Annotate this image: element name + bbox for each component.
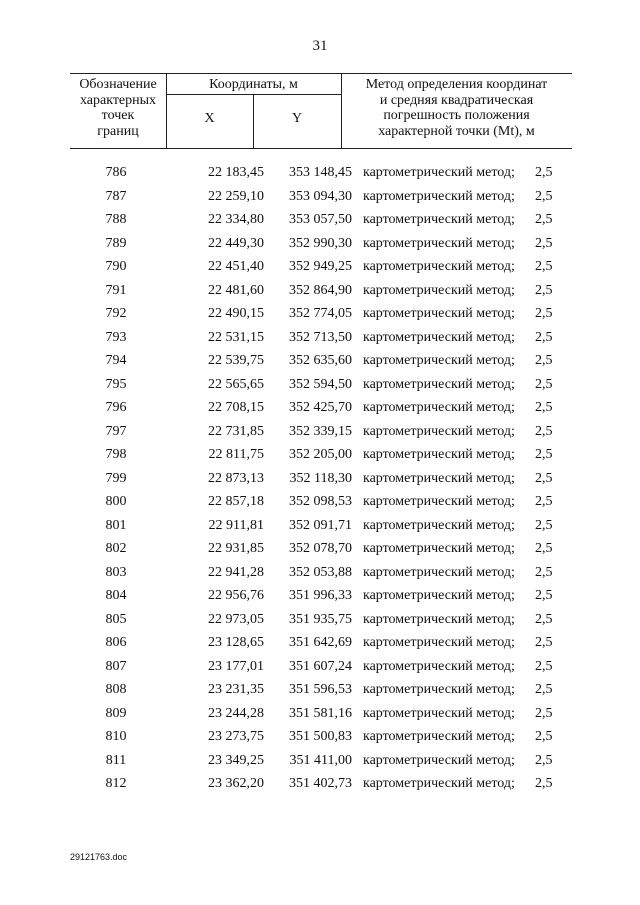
point-number: 788 xyxy=(105,212,127,227)
table-row xyxy=(70,306,572,330)
coord-x: 23 273,75 xyxy=(208,729,264,744)
precision-value: 2,5 xyxy=(535,776,553,791)
method-text: картометрический метод; xyxy=(363,752,515,768)
coord-x: 22 334,80 xyxy=(208,212,264,227)
coord-x: 22 259,10 xyxy=(208,188,264,204)
coord-x: 22 539,75 xyxy=(208,353,264,368)
precision-value: 2,5 xyxy=(535,588,553,603)
coord-y: 352 078,70 xyxy=(289,541,352,556)
table-row xyxy=(70,165,572,189)
coord-y: 352 990,30 xyxy=(289,235,352,251)
method-text: картометрический метод; xyxy=(363,541,515,556)
table-row xyxy=(70,189,572,213)
coord-y: 352 594,50 xyxy=(289,376,352,392)
method-text: картометрический метод; xyxy=(363,611,515,627)
header-method-label: Метод определения координат и средняя квадратическая погрешность положения характерной точки (Mt), м xyxy=(365,77,548,139)
point-number: 803 xyxy=(105,564,127,580)
header-x-label: X xyxy=(204,111,215,126)
method-text: картометрический метод; xyxy=(363,635,515,650)
coord-x: 22 973,05 xyxy=(208,611,264,627)
table-row xyxy=(70,377,572,401)
precision-value: 2,5 xyxy=(535,212,553,227)
point-number: 811 xyxy=(105,752,127,768)
table-row xyxy=(70,729,572,753)
coord-x: 22 941,28 xyxy=(208,564,264,580)
method-text: картометрический метод; xyxy=(363,306,515,321)
coord-y: 352 053,88 xyxy=(289,564,352,580)
method-text: картометрический метод; xyxy=(363,447,515,462)
coord-y: 351 581,16 xyxy=(289,705,352,721)
point-number: 793 xyxy=(105,329,127,345)
method-text: картометрический метод; xyxy=(363,400,515,415)
point-number: 800 xyxy=(105,494,127,509)
coord-y: 352 425,70 xyxy=(289,400,352,415)
table-row xyxy=(70,400,572,424)
precision-value: 2,5 xyxy=(535,470,553,486)
coord-y: 352 713,50 xyxy=(289,329,352,345)
point-number: 808 xyxy=(105,682,127,697)
table-row xyxy=(70,706,572,730)
coord-y: 351 596,53 xyxy=(289,682,352,697)
table-row xyxy=(70,494,572,518)
table-row xyxy=(70,424,572,448)
precision-value: 2,5 xyxy=(535,306,553,321)
precision-value: 2,5 xyxy=(535,682,553,697)
method-text: картометрический метод; xyxy=(363,165,515,180)
method-text: картометрический метод; xyxy=(363,588,515,603)
coord-x: 22 731,85 xyxy=(208,423,264,439)
point-number: 789 xyxy=(105,235,127,251)
coord-y: 352 864,90 xyxy=(289,282,352,298)
coord-x: 23 128,65 xyxy=(208,635,264,650)
coord-x: 23 177,01 xyxy=(208,658,264,674)
table-row xyxy=(70,682,572,706)
coord-x: 23 231,35 xyxy=(208,682,264,697)
coord-y: 352 339,15 xyxy=(289,423,352,439)
point-number: 794 xyxy=(105,353,127,368)
page-number: 31 xyxy=(312,38,328,54)
point-number: 802 xyxy=(105,541,127,556)
method-text: картометрический метод; xyxy=(363,705,515,721)
coord-y: 352 774,05 xyxy=(289,306,352,321)
point-number: 786 xyxy=(105,165,127,180)
precision-value: 2,5 xyxy=(535,235,553,251)
table-row xyxy=(70,236,572,260)
table-row xyxy=(70,283,572,307)
coord-y: 351 411,00 xyxy=(289,752,352,768)
table-row xyxy=(70,565,572,589)
precision-value: 2,5 xyxy=(535,752,553,768)
coord-y: 352 949,25 xyxy=(289,259,352,274)
method-text: картометрический метод; xyxy=(363,564,515,580)
point-number: 805 xyxy=(105,611,127,627)
method-text: картометрический метод; xyxy=(363,329,515,345)
header-y-label: Y xyxy=(291,111,303,126)
method-text: картометрический метод; xyxy=(363,235,515,251)
point-number: 796 xyxy=(105,400,127,415)
precision-value: 2,5 xyxy=(535,729,553,744)
precision-value: 2,5 xyxy=(535,494,553,509)
coord-x: 23 244,28 xyxy=(208,705,264,721)
coord-x: 22 708,15 xyxy=(208,400,264,415)
coord-x: 22 490,15 xyxy=(208,306,264,321)
point-number: 797 xyxy=(105,423,127,439)
point-number: 792 xyxy=(105,306,127,321)
method-text: картометрический метод; xyxy=(363,682,515,697)
method-text: картометрический метод; xyxy=(363,658,515,674)
method-text: картометрический метод; xyxy=(363,353,515,368)
coord-y: 351 642,69 xyxy=(289,635,352,650)
table-row xyxy=(70,330,572,354)
coord-x: 22 931,85 xyxy=(208,541,264,556)
coord-y: 352 118,30 xyxy=(289,470,352,486)
table-row xyxy=(70,541,572,565)
coord-x: 22 531,15 xyxy=(208,329,264,345)
coord-y: 352 098,53 xyxy=(289,494,352,509)
table-header xyxy=(70,73,572,148)
point-number: 810 xyxy=(105,729,127,744)
table-row xyxy=(70,659,572,683)
table-row xyxy=(70,635,572,659)
precision-value: 2,5 xyxy=(535,635,553,650)
coord-y: 351 402,73 xyxy=(289,776,352,791)
header-bottom-rule xyxy=(70,148,572,149)
precision-value: 2,5 xyxy=(535,188,553,204)
table-body xyxy=(70,165,572,800)
footer-filename: 29121763.doc xyxy=(70,852,128,862)
precision-value: 2,5 xyxy=(535,259,553,274)
table-row xyxy=(70,259,572,283)
coord-x: 22 451,40 xyxy=(208,259,264,274)
precision-value: 2,5 xyxy=(535,329,553,345)
coord-y: 352 205,00 xyxy=(289,447,352,462)
header-top-rule xyxy=(70,73,572,74)
coord-x: 22 449,30 xyxy=(208,235,264,251)
coord-y: 353 148,45 xyxy=(289,165,352,180)
coord-x: 22 811,75 xyxy=(208,447,264,462)
method-text: картометрический метод; xyxy=(363,259,515,274)
point-number: 807 xyxy=(105,658,127,674)
precision-value: 2,5 xyxy=(535,705,553,721)
coord-x: 22 565,65 xyxy=(208,376,264,392)
point-number: 806 xyxy=(105,635,127,650)
coord-y: 352 635,60 xyxy=(289,353,352,368)
coord-y: 353 057,50 xyxy=(289,212,352,227)
precision-value: 2,5 xyxy=(535,423,553,439)
coord-x: 22 183,45 xyxy=(208,165,264,180)
coord-y: 352 091,71 xyxy=(289,517,352,533)
precision-value: 2,5 xyxy=(535,165,553,180)
precision-value: 2,5 xyxy=(535,400,553,415)
point-number: 804 xyxy=(105,588,127,603)
method-text: картометрический метод; xyxy=(363,423,515,439)
coord-x: 22 911,81 xyxy=(208,517,264,533)
precision-value: 2,5 xyxy=(535,282,553,298)
method-text: картометрический метод; xyxy=(363,517,515,533)
table-row xyxy=(70,776,572,800)
coord-x: 23 349,25 xyxy=(208,752,264,768)
precision-value: 2,5 xyxy=(535,541,553,556)
table-row xyxy=(70,518,572,542)
precision-value: 2,5 xyxy=(535,517,553,533)
method-text: картометрический метод; xyxy=(363,776,515,791)
header-coords-label: Координаты, м xyxy=(209,77,298,92)
coord-x: 22 873,13 xyxy=(208,470,264,486)
precision-value: 2,5 xyxy=(535,376,553,392)
point-number: 812 xyxy=(105,776,127,791)
table-row xyxy=(70,212,572,236)
coord-x: 23 362,20 xyxy=(208,776,264,791)
method-text: картометрический метод; xyxy=(363,729,515,744)
point-number: 791 xyxy=(105,282,127,298)
method-text: картометрический метод; xyxy=(363,188,515,204)
coord-x: 22 857,18 xyxy=(208,494,264,509)
coord-x: 22 956,76 xyxy=(208,588,264,603)
coord-y: 351 996,33 xyxy=(289,588,352,603)
precision-value: 2,5 xyxy=(535,353,553,368)
header-point-label: Обозначение характерных точек границ xyxy=(79,77,157,139)
table-row xyxy=(70,353,572,377)
precision-value: 2,5 xyxy=(535,447,553,462)
precision-value: 2,5 xyxy=(535,611,553,627)
coord-y: 351 607,24 xyxy=(289,658,352,674)
point-number: 801 xyxy=(105,517,127,533)
point-number: 787 xyxy=(105,188,127,204)
coord-y: 353 094,30 xyxy=(289,188,352,204)
coord-y: 351 500,83 xyxy=(289,729,352,744)
method-text: картометрический метод; xyxy=(363,282,515,298)
table-row xyxy=(70,471,572,495)
point-number: 795 xyxy=(105,376,127,392)
point-number: 799 xyxy=(105,470,127,486)
table-row xyxy=(70,588,572,612)
precision-value: 2,5 xyxy=(535,658,553,674)
coord-x: 22 481,60 xyxy=(208,282,264,298)
method-text: картометрический метод; xyxy=(363,376,515,392)
coord-y: 351 935,75 xyxy=(289,611,352,627)
table-row xyxy=(70,612,572,636)
table-row xyxy=(70,753,572,777)
method-text: картометрический метод; xyxy=(363,494,515,509)
point-number: 798 xyxy=(105,447,127,462)
table-row xyxy=(70,447,572,471)
point-number: 809 xyxy=(105,705,127,721)
point-number: 790 xyxy=(105,259,127,274)
method-text: картометрический метод; xyxy=(363,212,515,227)
precision-value: 2,5 xyxy=(535,564,553,580)
method-text: картометрический метод; xyxy=(363,470,515,486)
